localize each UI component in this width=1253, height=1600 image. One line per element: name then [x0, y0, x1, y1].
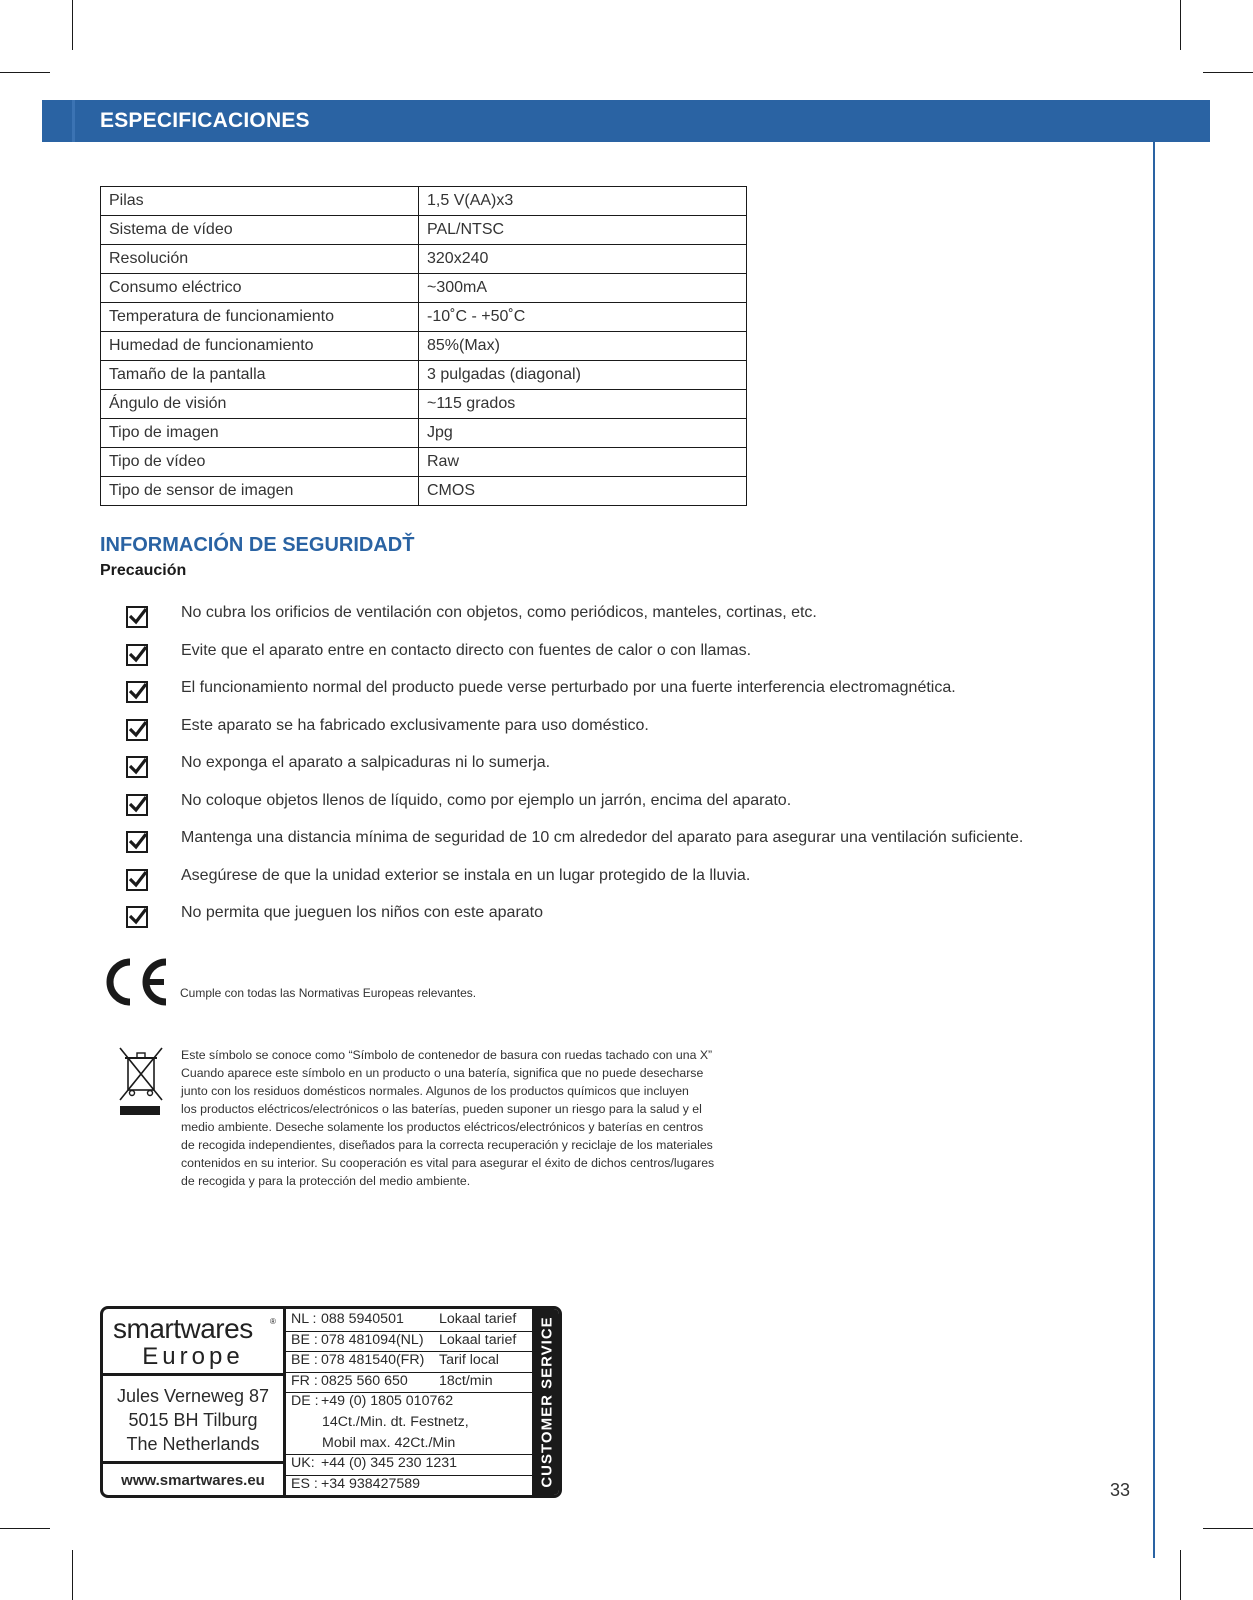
address: [103, 1376, 283, 1464]
phone-tariff: Lokaal tarief: [439, 1311, 517, 1327]
caution-text: No permita que jueguen los niños con este aparato: [181, 904, 544, 921]
phone-number: 078 481094(NL): [321, 1331, 424, 1348]
spec-key: Tamaño de la pantalla: [101, 361, 419, 390]
caution-item: [126, 717, 1086, 747]
spec-key: Tipo de imagen: [101, 419, 419, 448]
caution-item: [126, 904, 1086, 934]
phone-number: +44 (0) 345 230 1231: [321, 1455, 458, 1472]
section-title: ESPECIFICACIONES: [100, 109, 310, 132]
spec-row: [101, 419, 747, 448]
spec-row: [101, 477, 747, 506]
checkbox-checked-icon: [126, 681, 148, 703]
caution-item: [126, 754, 1086, 784]
country-code: DE :: [291, 1393, 319, 1410]
spec-value: ~300mA: [419, 274, 747, 303]
crop-mark: [0, 72, 50, 73]
caution-text: No coloque objetos llenos de líquido, como por ejemplo un jarrón, encima del aparato.: [181, 791, 792, 809]
weee-line: junto con los residuos domésticos normales. Algunos de los productos químicos que incluyen: [181, 1084, 689, 1098]
spec-key: Sistema de vídeo: [101, 216, 419, 245]
crop-mark: [72, 1550, 73, 1600]
specs-table: [100, 186, 747, 506]
ce-mark-icon: [100, 958, 170, 1006]
crop-mark: [0, 1528, 50, 1529]
spec-row: [101, 216, 747, 245]
spec-row: [101, 303, 747, 332]
weee-line: de recogida independientes, diseñados para la correcta recuperación y reciclaje de los materiales: [181, 1138, 713, 1152]
customer-service-label: CUSTOMER SERVICE: [538, 1316, 556, 1488]
logo-registered-mark: ®: [270, 1317, 276, 1326]
checkbox-checked-icon: [126, 719, 148, 741]
spec-value: 3 pulgadas (diagonal): [419, 361, 747, 390]
caution-text: Asegúrese de que la unidad exterior se instala en un lugar protegido de la lluvia.: [181, 866, 751, 884]
caution-item: [126, 642, 1086, 672]
spec-value: CMOS: [419, 477, 747, 506]
spec-value: 1,5 V(AA)x3: [419, 187, 747, 216]
spec-value: 320x240: [419, 245, 747, 274]
phone-separator: [286, 1331, 532, 1332]
spec-value: ~115 grados: [419, 390, 747, 419]
checkbox-checked-icon: [126, 606, 148, 628]
checkbox-checked-icon: [126, 869, 148, 891]
phone-tariff: Tarif local: [439, 1352, 499, 1369]
caution-item: [126, 604, 1086, 634]
caution-item: [126, 867, 1086, 897]
spec-key: Humedad de funcionamiento: [101, 332, 419, 361]
crop-mark: [1203, 72, 1253, 73]
checkbox-checked-icon: [126, 644, 148, 666]
section-header-bar: [42, 100, 1210, 142]
caution-text: Este aparato se ha fabricado exclusivamente para uso doméstico.: [181, 716, 649, 734]
customer-service-left: [103, 1309, 286, 1495]
spec-value: -10˚C - +50˚C: [419, 303, 747, 332]
country-code: NL :: [291, 1311, 317, 1327]
safety-subtitle: Precaución: [100, 562, 187, 579]
phone-number: +49 (0) 1805 010762: [321, 1393, 454, 1410]
weee-line: los productos eléctricos/electrónicos o las baterías, pueden suponer un riesgo para la salud y el: [181, 1102, 702, 1116]
caution-text: No exponga el aparato a salpicaduras ni lo sumerja.: [181, 754, 551, 771]
caution-item: [126, 679, 1086, 709]
phone-separator: [286, 1351, 532, 1352]
address-line: The Netherlands: [126, 1434, 260, 1454]
caution-text: No cubra los orificios de ventilación con objetos, como periódicos, manteles, cortinas, etc.: [181, 604, 817, 621]
spec-value: Raw: [419, 448, 747, 477]
spec-key: Tipo de sensor de imagen: [101, 477, 419, 506]
weee-line: Este símbolo se conoce como “Símbolo de contenedor de basura con ruedas tachado con una X”: [181, 1048, 713, 1062]
phone-separator: [286, 1392, 532, 1393]
phone-number: 088 5940501: [321, 1311, 404, 1327]
phone-separator: [286, 1454, 532, 1455]
spec-row: [101, 361, 747, 390]
crop-mark: [1180, 0, 1181, 50]
phone-tariff: Lokaal tarief: [439, 1331, 517, 1348]
checkbox-checked-icon: [126, 831, 148, 853]
phone-number: 0825 560 650: [321, 1372, 408, 1389]
ce-text: Cumple con todas las Normativas Europeas relevantes.: [180, 986, 477, 1000]
weee-line: de recogida y para la protección del medio ambiente.: [181, 1174, 471, 1188]
phone-number: +34 938427589: [321, 1475, 421, 1492]
country-code: ES :: [291, 1475, 318, 1492]
weee-line: Cuando aparece este símbolo en un producto o una batería, significa que no puede desecharse: [181, 1066, 704, 1080]
checkbox-checked-icon: [126, 756, 148, 778]
phone-separator: [286, 1372, 532, 1373]
phone-list: [286, 1309, 535, 1495]
safety-title: INFORMACIÓN DE SEGURIDADŤ: [100, 534, 415, 556]
logo-subtitle: Europe: [142, 1343, 244, 1370]
spec-value: Jpg: [419, 419, 747, 448]
phone-note-text: Mobil max. 42Ct./Min: [322, 1434, 456, 1451]
phone-separator: [286, 1475, 532, 1476]
spec-row: [101, 245, 747, 274]
address-line: Jules Verneweg 87: [116, 1386, 270, 1406]
page-number: 33: [1110, 1480, 1131, 1500]
spec-key: Resolución: [101, 245, 419, 274]
side-rule: [1153, 142, 1155, 1558]
header-notch: [72, 100, 75, 142]
spec-key: Temperatura de funcionamiento: [101, 303, 419, 332]
caution-text: El funcionamiento normal del producto puede verse perturbado por una fuerte interferencia electromagnética.: [181, 679, 956, 696]
crop-mark: [1203, 1528, 1253, 1529]
caution-item: [126, 792, 1086, 822]
country-code: FR :: [291, 1372, 318, 1389]
customer-service-box: [100, 1306, 562, 1498]
spec-key: Consumo eléctrico: [101, 274, 419, 303]
weee-line: contenidos en su interior. Su cooperación es vital para asegurar el éxito de dichos centros/lugares: [181, 1156, 715, 1170]
spec-row: [101, 390, 747, 419]
country-code: BE :: [291, 1331, 318, 1348]
crop-mark: [72, 0, 73, 50]
spec-row: [101, 274, 747, 303]
spec-value: PAL/NTSC: [419, 216, 747, 245]
weee-text: [181, 1046, 781, 1190]
caution-item: [126, 829, 1086, 859]
spec-key: Pilas: [101, 187, 419, 216]
checkbox-checked-icon: [126, 794, 148, 816]
brand-logo: [103, 1309, 283, 1376]
spec-value: 85%(Max): [419, 332, 747, 361]
spec-row: [101, 332, 747, 361]
logo-wordmark: smartwares: [113, 1313, 253, 1344]
weee-bin-icon: [118, 1046, 166, 1116]
weee-line: medio ambiente. Deseche solamente los productos eléctricos/electrónicos y baterías en centros: [181, 1120, 704, 1134]
checkbox-checked-icon: [126, 906, 148, 928]
spec-row: [101, 187, 747, 216]
website-link[interactable]: www.smartwares.eu: [121, 1472, 265, 1489]
country-code: BE :: [291, 1352, 318, 1369]
spec-row: [101, 448, 747, 477]
crop-mark: [1180, 1550, 1181, 1600]
caution-text: Mantenga una distancia mínima de seguridad de 10 cm alrededor del aparato para asegurar una ventilación suficiente.: [181, 829, 1024, 846]
caution-text: Evite que el aparato entre en contacto directo con fuentes de calor o con llamas.: [181, 641, 752, 659]
spec-key: Ángulo de visión: [101, 390, 419, 419]
phone-note-text: 14Ct./Min. dt. Festnetz,: [322, 1414, 469, 1430]
spec-key: Tipo de vídeo: [101, 448, 419, 477]
country-code: UK:: [291, 1455, 315, 1472]
phone-tariff: 18ct/min: [439, 1372, 493, 1389]
customer-service-label-strip: [535, 1309, 559, 1495]
phone-number: 078 481540(FR): [321, 1352, 425, 1369]
address-line: 5015 BH Tilburg: [128, 1410, 258, 1430]
